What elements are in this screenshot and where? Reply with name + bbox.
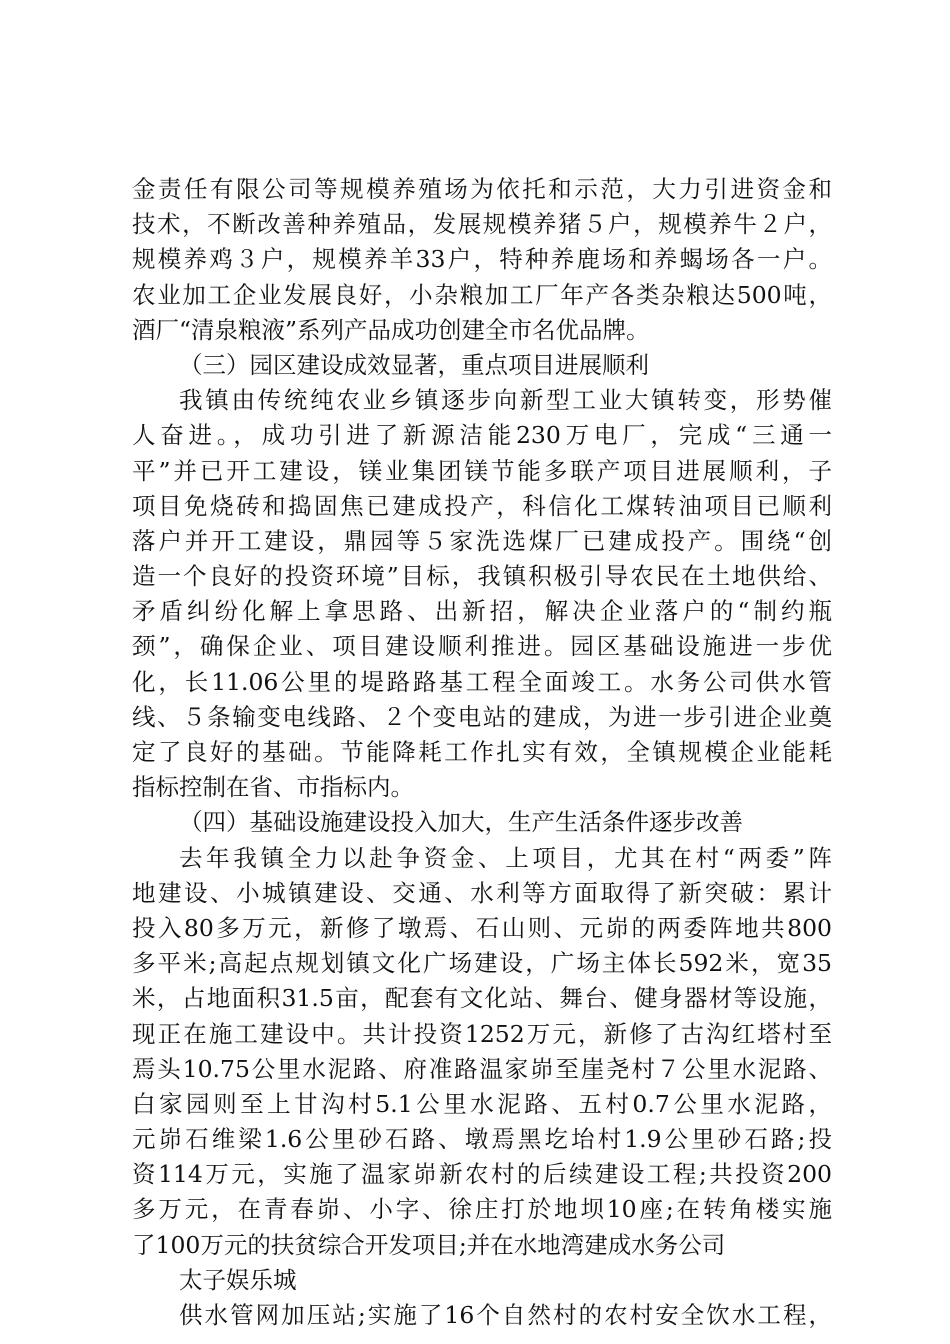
text-line: 造一个良好的投资环境”目标，我镇积极引导农民在土地供给、 (132, 562, 832, 591)
text-line: 落户并开工建设，鼎园等５家洗选煤厂已建成投产。围绕“创 (132, 526, 832, 555)
text-line: 化，长11.06公里的堤路路基工程全面竣工。水务公司供水管 (132, 667, 832, 696)
text-line: 多万元，在青春峁、小字、徐庄打於地坝10座;在转角楼实施 (132, 1195, 832, 1224)
text-line: 农业加工企业发展良好，小杂粮加工厂年产各类杂粮达500吨， (132, 280, 832, 309)
section-heading-three: （三）园区建设成效显著，重点项目进展顺利 (179, 350, 649, 379)
text-line: 平”并已开工建设，镁业集团镁节能多联产项目进展顺利，子 (132, 456, 832, 485)
text-line: 元峁石维梁1.6公里砂石路、墩焉黑圪坮村1.9公里砂石路;投 (132, 1125, 832, 1154)
text-line: 现正在施工建设中。共计投资1252万元，新修了古沟红塔村至 (132, 1019, 832, 1048)
text-line: 定了良好的基础。节能降耗工作扎实有效，全镇规模企业能耗 (132, 738, 832, 766)
section-heading-four: （四）基础设施建设投入加大，生产生活条件逐步改善 (179, 808, 743, 837)
text-line: 项目免烧砖和捣固焦已建成投产，科信化工煤转油项目已顺利 (132, 491, 832, 520)
text-line: 颈”，确保企业、项目建设顺利推进。园区基础设施进一步优 (132, 632, 832, 661)
text-line: 了100万元的扶贫综合开发项目;并在水地湾建成水务公司 (132, 1230, 726, 1259)
text-line: 焉头10.75公里水泥路、府准路温家峁至崖尧村７公里水泥路、 (132, 1054, 832, 1083)
document-body (132, 172, 832, 1333)
text-line: 线、５条输变电线路、２个变电站的建成，为进一步引进企业奠 (132, 702, 832, 731)
text-line: 多平米;高起点规划镇文化广场建设，广场主体长592米，宽35 (132, 949, 832, 978)
text-line: 投入80多万元，新修了墩焉、石山则、元峁的两委阵地共800 (132, 913, 832, 942)
text-line: 人奋进。，成功引进了新源洁能230万电厂，完成“三通一 (132, 421, 832, 450)
text-line: 供水管网加压站;实施了16个自然村的农村安全饮水工程， (179, 1301, 832, 1329)
text-line: 矛盾纠纷化解上拿思路、出新招，解决企业落户的“制约瓶 (132, 597, 832, 626)
text-line: 白家园则至上甘沟村5.1公里水泥路、五村0.7公里水泥路， (132, 1089, 832, 1118)
text-line: 我镇由传统纯农业乡镇逐步向新型工业大镇转变，形势催 (179, 386, 832, 415)
text-line: 酒厂“清泉粮液”系列产品成功创建全市名优品牌。 (132, 315, 650, 344)
text-line: 技术，不断改善种养殖品，发展规模养猪５户，规模养牛２户， (132, 210, 832, 239)
text-line: 金责任有限公司等规模养殖场为依托和示范，大力引进资金和 (132, 175, 832, 203)
text-line: 规模养鸡３户，规模养羊33户，特种养鹿场和养蝎场各一户。 (132, 245, 832, 274)
text-line: 去年我镇全力以赴争资金、上项目，尤其在村“两委”阵 (179, 843, 832, 872)
text-line: 地建设、小城镇建设、交通、水利等方面取得了新突破：累计 (132, 878, 832, 907)
text-line: 太子娱乐城 (179, 1265, 297, 1294)
text-line: 米，占地面积31.5亩，配套有文化站、舞台、健身器材等设施， (132, 984, 832, 1013)
text-line: 指标控制在省、市指标内。 (132, 773, 414, 802)
text-line: 资114万元，实施了温家峁新农村的后续建设工程;共投资200 (132, 1160, 832, 1189)
